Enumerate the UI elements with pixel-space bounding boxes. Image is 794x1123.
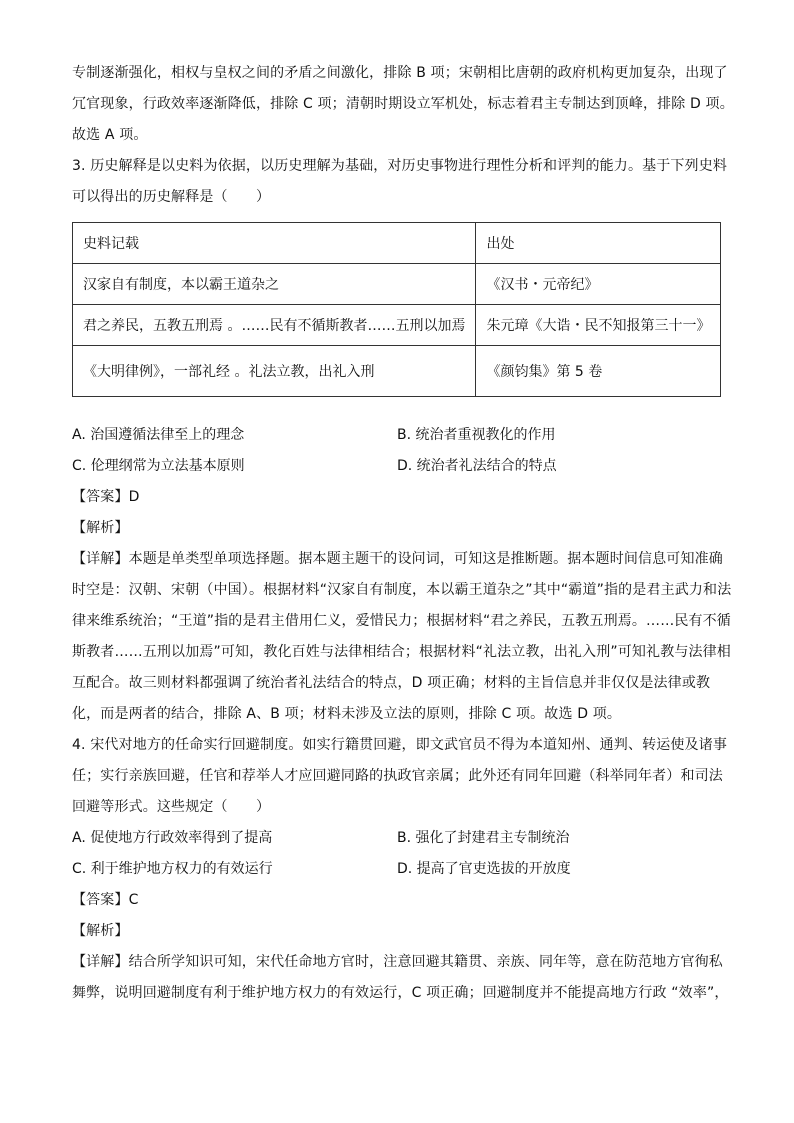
q4-option-b: B. 强化了封建君主专制统治 [397, 830, 570, 846]
table-row [73, 264, 721, 305]
question-3 [72, 151, 732, 730]
q4-option-a: A. 促使地方行政效率得到了提高 [72, 830, 273, 846]
intro-line-3: 故选 A 项。 [72, 127, 148, 143]
intro-line-2: 冗官现象，行政效率逐渐降低，排除 C 项；清朝时期设立军机处，标志着君主专制达到顶峰，排除 D 项。 [72, 96, 734, 112]
document-page [72, 58, 734, 1009]
q3-answer: 【答案】D [72, 489, 140, 505]
q3-detail-line-1: 【详解】本题是单类型单项选择题。据本题主题干的设问词，可知这是推断题。据本题时间信息可知准确 [72, 551, 723, 567]
q4-detail-line-2: 舞弊，说明回避制度有利于维护地方权力的有效运行，C 项正确；回避制度并不能提高地方行政 “效率”， [72, 985, 729, 1001]
table-cell: 《大明律例》，一部礼经 。礼法立教，出礼入刑 [73, 346, 476, 397]
q3-source-table [72, 222, 721, 397]
q3-analysis-label: 【解析】 [72, 520, 129, 536]
q3-detail-line-5: 互配合。故三则材料都强调了统治者礼法结合的特点，D 项正确；材料的主旨信息并非仅仅是法律或教 [72, 675, 711, 691]
q4-stem-line-2: 任；实行亲族回避，任官和荐举人才应回避同路的执政官亲属；此外还有同年回避（科举同年者）和司法 [72, 768, 723, 784]
q3-detail-line-6: 化，而是两者的结合，排除 A、B 项；材料未涉及立法的原则，排除 C 项。故选 D 项。 [72, 706, 622, 722]
q4-analysis-label: 【解析】 [72, 923, 129, 939]
q4-options-row-2 [72, 854, 722, 885]
q3-stem-line-2: 可以得出的历史解释是（ ） [72, 189, 271, 205]
table-cell: 《颜钧集》第 5 卷 [476, 346, 721, 397]
q3-detail-line-2: 时空是：汉朝、宋朝（中国）。根据材料“汉家自有制度，本以霸王道杂之”其中“霸道”指的是君主武力和法 [72, 582, 732, 598]
q4-options-row-1 [72, 823, 722, 854]
q3-detail-line-4: 斯教者……五刑以加焉”可知，教化百姓与法律相结合；根据材料“礼法立教，出礼入刑”可知礼教与法律相 [72, 644, 731, 660]
table-row [73, 346, 721, 397]
q3-option-a: A. 治国遵循法律至上的理念 [72, 427, 245, 443]
table-cell: 汉家自有制度，本以霸王道杂之 [73, 264, 476, 305]
q3-option-b: B. 统治者重视教化的作用 [397, 427, 556, 443]
q4-option-c: C. 利于维护地方权力的有效运行 [72, 861, 273, 877]
table-cell: 君之养民，五教五刑焉 。……民有不循斯教者……五刑以加焉 [73, 305, 476, 346]
intro-line-1: 专制逐渐强化，相权与皇权之间的矛盾之间激化，排除 B 项；宋朝相比唐朝的政府机构更加复杂，出现了 [72, 65, 728, 81]
q4-stem-line-3: 回避等形式。这些规定（ ） [72, 799, 271, 815]
table-header-cell: 史料记载 [73, 223, 476, 264]
question-4 [72, 730, 729, 1009]
q4-detail-line-1: 【详解】结合所学知识可知，宋代任命地方官时，注意回避其籍贯、亲族、同年等，意在防范地方官徇私 [72, 954, 723, 970]
table-cell: 朱元璋《大诰・民不知报第三十一》 [476, 305, 721, 346]
table-header-cell: 出处 [476, 223, 721, 264]
q3-options-row-1 [72, 420, 722, 451]
table-header-row [73, 223, 721, 264]
q4-option-d: D. 提高了官吏选拔的开放度 [397, 861, 571, 877]
q3-option-d: D. 统治者礼法结合的特点 [397, 458, 557, 474]
q4-stem-line-1: 4. 宋代对地方的任命实行回避制度。如实行籍贯回避，即文武官员不得为本道知州、通判、转运使及诸事 [72, 737, 728, 753]
q4-answer: 【答案】C [72, 892, 139, 908]
q3-options-row-2 [72, 451, 722, 482]
q3-option-c: C. 伦理纲常为立法基本原则 [72, 458, 245, 474]
table-row [73, 305, 721, 346]
q3-detail-line-3: 律来维系统治；“王道”指的是君主借用仁义，爱惜民力；根据材料“君之养民，五教五刑焉。……民有不循 [72, 613, 731, 629]
table-cell: 《汉书・元帝纪》 [476, 264, 721, 305]
q3-stem-line-1: 3. 历史解释是以史料为依据，以历史理解为基础，对历史事物进行理性分析和评判的能力。基于下列史料 [72, 158, 728, 174]
